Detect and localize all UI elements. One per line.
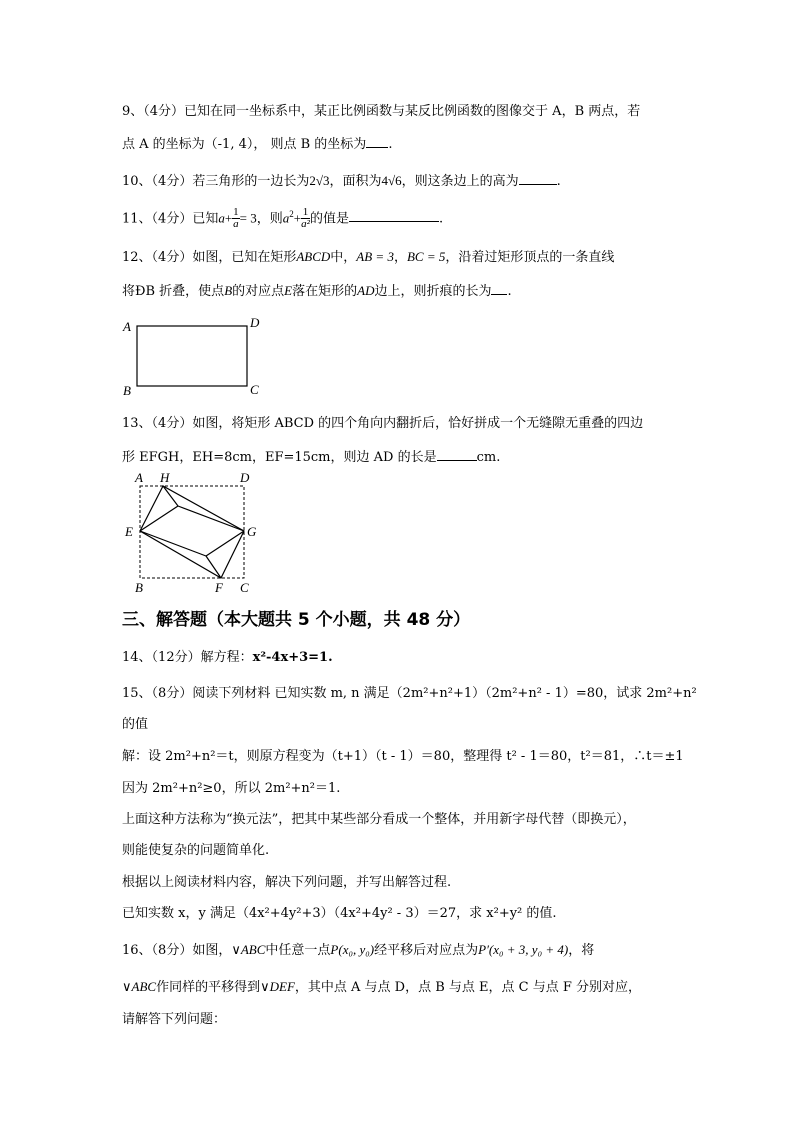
q12-bc: BC = 5 — [406, 249, 446, 264]
q10-end: . — [556, 174, 561, 189]
q12-line2 — [122, 282, 512, 300]
q13-line1: 13、（4分）如图，将矩形 ABCD 的四个角向内翻折后，恰好拼成一个无缝隙无重叠的四边 — [122, 416, 644, 431]
q11-frac-den: a — [233, 218, 239, 231]
q15-line2: 的值 — [122, 717, 149, 732]
q14-line — [122, 650, 333, 666]
q15-line6: 则能使复杂的问题简单化. — [122, 843, 270, 858]
q11-mid: ，则 — [256, 211, 283, 227]
q11-end: . — [438, 211, 444, 227]
answer-blank — [519, 172, 557, 185]
answer-blank — [366, 135, 388, 148]
q10-mid: ，面积为 — [329, 174, 382, 189]
q13-unit: cm. — [476, 450, 501, 465]
q16-triangle-abc-2: ∨ABC — [122, 979, 157, 994]
q12-end: . — [507, 284, 512, 299]
q15-line7: 根据以上阅读材料内容，解决下列问题，并写出解答过程. — [122, 875, 452, 890]
q16-point-p: P(x₀, y₀) — [330, 942, 375, 957]
label-a: A — [135, 470, 143, 485]
q12-point-e: E — [284, 283, 293, 298]
q11-expr-plus: + — [293, 210, 302, 226]
q16-suffix: ，将 — [568, 943, 595, 958]
q11-var-a: a — [218, 210, 225, 226]
q16-mid2: 经平移后对应点为 — [374, 943, 479, 958]
q11-expr-sup: 2 — [289, 209, 294, 219]
q9-end: . — [388, 137, 393, 152]
q11-line — [122, 206, 443, 230]
q11-fraction — [232, 207, 240, 230]
q16-l2-mid: 作同样的平移得到 — [156, 980, 261, 995]
q10-line — [122, 172, 561, 190]
section-heading: 三、解答题（本大题共 5 个小题，共 48 分） — [122, 610, 471, 630]
q12-l2-suffix: 边上，则折痕的长为 — [374, 284, 492, 299]
fold-line-6 — [206, 556, 221, 578]
q9-line2-text: 点 A 的坐标为（-1, 4）， 则点 B 的坐标为 — [122, 137, 367, 152]
q12-prefix: 12、（4分）如图，已知在矩形 — [122, 250, 297, 265]
q16-mid: 中任意一点 — [265, 943, 331, 958]
label-g: G — [247, 524, 257, 539]
q12-rect: ABCD — [296, 249, 331, 264]
q16-l2-suffix: ，其中点 A 与点 D，点 B 与点 E，点 C 与点 F 分别对应， — [294, 980, 642, 995]
q15-line4: 因为 2m²+n²≥0，所以 2m²+n²＝1. — [122, 781, 341, 796]
label-a: A — [123, 319, 131, 334]
label-c: C — [240, 580, 249, 595]
q13-line2-text: 形 EFGH，EH=8cm，EF=15cm，则边 AD 的长是 — [122, 450, 437, 465]
q11-plus: + — [224, 210, 233, 226]
q16-line3: 请解答下列问题： — [122, 1012, 227, 1027]
q12-line1 — [122, 249, 614, 266]
fold-line-4 — [140, 531, 206, 556]
q11-suffix: 的值是 — [309, 211, 349, 227]
q12-l2-prefix: 将ÐB 折叠，使点 — [122, 284, 225, 299]
answer-blank — [349, 209, 439, 222]
q15-line3: 解：设 2m²+n²＝t，则原方程变为（t+1）（t - 1）＝80，整理得 t² - 1＝80，t²＝81，∴t＝±1 — [122, 749, 684, 764]
q12-l2-mid: 的对应点 — [232, 284, 285, 299]
q11-frac2-num: 1 — [302, 206, 309, 219]
q12-suffix: ，沿着过矩形顶点的一条直线 — [445, 250, 615, 265]
q16-line1 — [122, 942, 594, 959]
q15-line8: 已知实数 x，y 满足（4x²+4y²+3）（4x²+4y² - 3）＝27，求 x²+y² 的值. — [122, 906, 557, 921]
q11-fraction2 — [301, 207, 310, 230]
q16-point-p-prime: P′(x₀ + 3, y₀ + 4) — [478, 942, 569, 957]
label-d: D — [240, 470, 250, 485]
label-b: B — [123, 383, 131, 398]
rectangle-figure — [118, 314, 268, 400]
q13-line2 — [122, 448, 500, 466]
folded-rectangle-figure — [118, 468, 268, 596]
q16-line2 — [122, 979, 641, 996]
q14-prefix: 14、（12分）解方程： — [122, 650, 253, 665]
q10-prefix: 10、（4分）若三角形的一边长为 — [122, 174, 310, 189]
q12-ab: AB = 3 — [356, 249, 394, 264]
q16-triangle-abc: ∨ABC — [231, 942, 266, 957]
fold-line-2 — [140, 506, 178, 531]
q12-point-b: B — [224, 283, 233, 298]
q12-comma: ， — [393, 250, 407, 265]
q9-line1: 9、（4分）已知在同一坐标系中，某正比例函数与某反比例函数的图像交于 A，B 两点，若 — [122, 104, 641, 119]
q9-line2 — [122, 135, 392, 153]
answer-blank — [437, 448, 477, 461]
q12-mid: 中， — [330, 250, 357, 265]
q16-triangle-def: ∨DEF — [260, 979, 295, 994]
label-e: E — [125, 524, 133, 539]
q12-seg: AD — [357, 283, 375, 298]
q10-side: 2√3 — [309, 173, 330, 188]
q11-frac-num: 1 — [233, 206, 239, 219]
answer-blank — [491, 282, 507, 295]
q10-area: 4√6 — [381, 173, 402, 188]
quadrilateral-efgh — [140, 486, 244, 578]
q12-l2-mid2: 落在矩形的 — [292, 284, 358, 299]
q16-prefix: 16、（8分）如图， — [122, 943, 232, 958]
label-f: F — [215, 580, 223, 595]
q14-equation: x²-4x+3=1. — [252, 650, 333, 665]
q15-line1: 15、（8分）阅读下列材料 已知实数 m, n 满足（2m²+n²+1）（2m²+n² - 1）=80，试求 2m²+n² — [122, 686, 697, 701]
q11-prefix: 11、（4分）已知 — [122, 211, 219, 227]
q10-suffix: ，则这条边上的高为 — [401, 174, 519, 189]
q11-eq: = 3 — [239, 210, 257, 226]
fold-line-3 — [178, 506, 244, 531]
label-d: D — [250, 315, 260, 330]
q11-frac2-den: a² — [301, 218, 310, 231]
q15-line5: 上面这种方法称为“换元法”，把其中某些部分看成一个整体，并用新字母代替（即换元）， — [122, 812, 636, 827]
label-b: B — [135, 580, 143, 595]
q11-expr-a: a — [282, 210, 290, 226]
rectangle-abcd — [137, 326, 247, 386]
fold-line-1 — [163, 486, 178, 506]
label-h: H — [160, 470, 170, 485]
label-c: C — [250, 382, 259, 397]
